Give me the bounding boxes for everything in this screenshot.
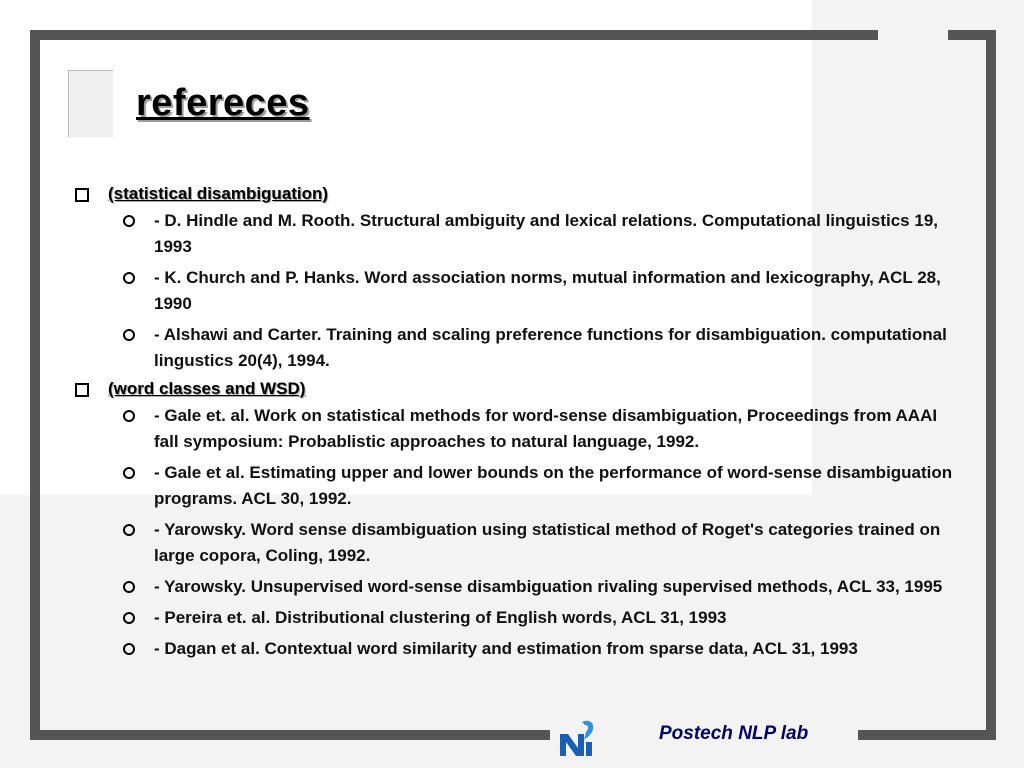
reference-item bbox=[70, 460, 954, 512]
reference-item bbox=[70, 265, 954, 317]
section-word-classes-wsd bbox=[70, 379, 970, 662]
reference-text: - Gale et. al. Work on statistical methods for word-sense disambiguation, Proceedings from AAAI fall symposium: Probablistic approaches to natural language, 1992. bbox=[154, 406, 938, 451]
ring-bullet-icon bbox=[123, 612, 135, 624]
frame-top-left bbox=[30, 30, 878, 40]
nlp-logo-icon bbox=[556, 716, 596, 760]
title-decoration-box bbox=[68, 70, 113, 137]
frame-right bbox=[986, 30, 996, 740]
section-header bbox=[70, 184, 970, 204]
ring-bullet-icon bbox=[123, 581, 135, 593]
slide-title: refereces bbox=[136, 82, 310, 124]
reference-text: - Yarowsky. Unsupervised word-sense disambiguation rivaling supervised methods, ACL 33, 1995 bbox=[154, 577, 943, 596]
ring-bullet-icon bbox=[123, 215, 135, 227]
reference-text: - K. Church and P. Hanks. Word association norms, mutual information and lexicography, ACL 28, 1990 bbox=[154, 268, 941, 313]
reference-item bbox=[70, 605, 954, 631]
ring-bullet-icon bbox=[123, 467, 135, 479]
reference-item bbox=[70, 517, 954, 569]
frame-left bbox=[30, 30, 40, 740]
section-title: (word classes and WSD) bbox=[108, 379, 306, 398]
reference-list bbox=[70, 208, 970, 374]
square-bullet-icon bbox=[75, 188, 89, 202]
reference-text: - Gale et al. Estimating upper and lower bounds on the performance of word-sense disambiguation programs. ACL 30, 1992. bbox=[154, 463, 953, 508]
slide-content bbox=[70, 184, 970, 667]
reference-item bbox=[70, 208, 954, 260]
reference-text: - Yarowsky. Word sense disambiguation using statistical method of Roget's categories trained on large copora, Coling, 1992. bbox=[154, 520, 941, 565]
ring-bullet-icon bbox=[123, 272, 135, 284]
footer-lab-name: Postech NLP lab bbox=[659, 723, 809, 744]
section-statistical-disambiguation bbox=[70, 184, 970, 374]
frame-bottom-left bbox=[30, 730, 550, 740]
reference-item bbox=[70, 322, 954, 374]
reference-item bbox=[70, 636, 954, 662]
reference-item bbox=[70, 403, 954, 455]
reference-text: - Dagan et al. Contextual word similarity and estimation from sparse data, ACL 31, 1993 bbox=[154, 639, 858, 658]
reference-text: - Alshawi and Carter. Training and scaling preference functions for disambiguation. computational lingustics 20(4), 1994. bbox=[154, 325, 947, 370]
ring-bullet-icon bbox=[123, 329, 135, 341]
frame-bottom-right bbox=[858, 730, 996, 740]
reference-text: - Pereira et. al. Distributional clustering of English words, ACL 31, 1993 bbox=[154, 608, 727, 627]
ring-bullet-icon bbox=[123, 524, 135, 536]
reference-list bbox=[70, 403, 970, 662]
ring-bullet-icon bbox=[123, 410, 135, 422]
square-bullet-icon bbox=[75, 383, 89, 397]
section-title: (statistical disambiguation) bbox=[108, 184, 329, 203]
section-header bbox=[70, 379, 970, 399]
reference-item bbox=[70, 574, 954, 600]
ring-bullet-icon bbox=[123, 643, 135, 655]
reference-text: - D. Hindle and M. Rooth. Structural ambiguity and lexical relations. Computational linguistics 19, 1993 bbox=[154, 211, 938, 256]
